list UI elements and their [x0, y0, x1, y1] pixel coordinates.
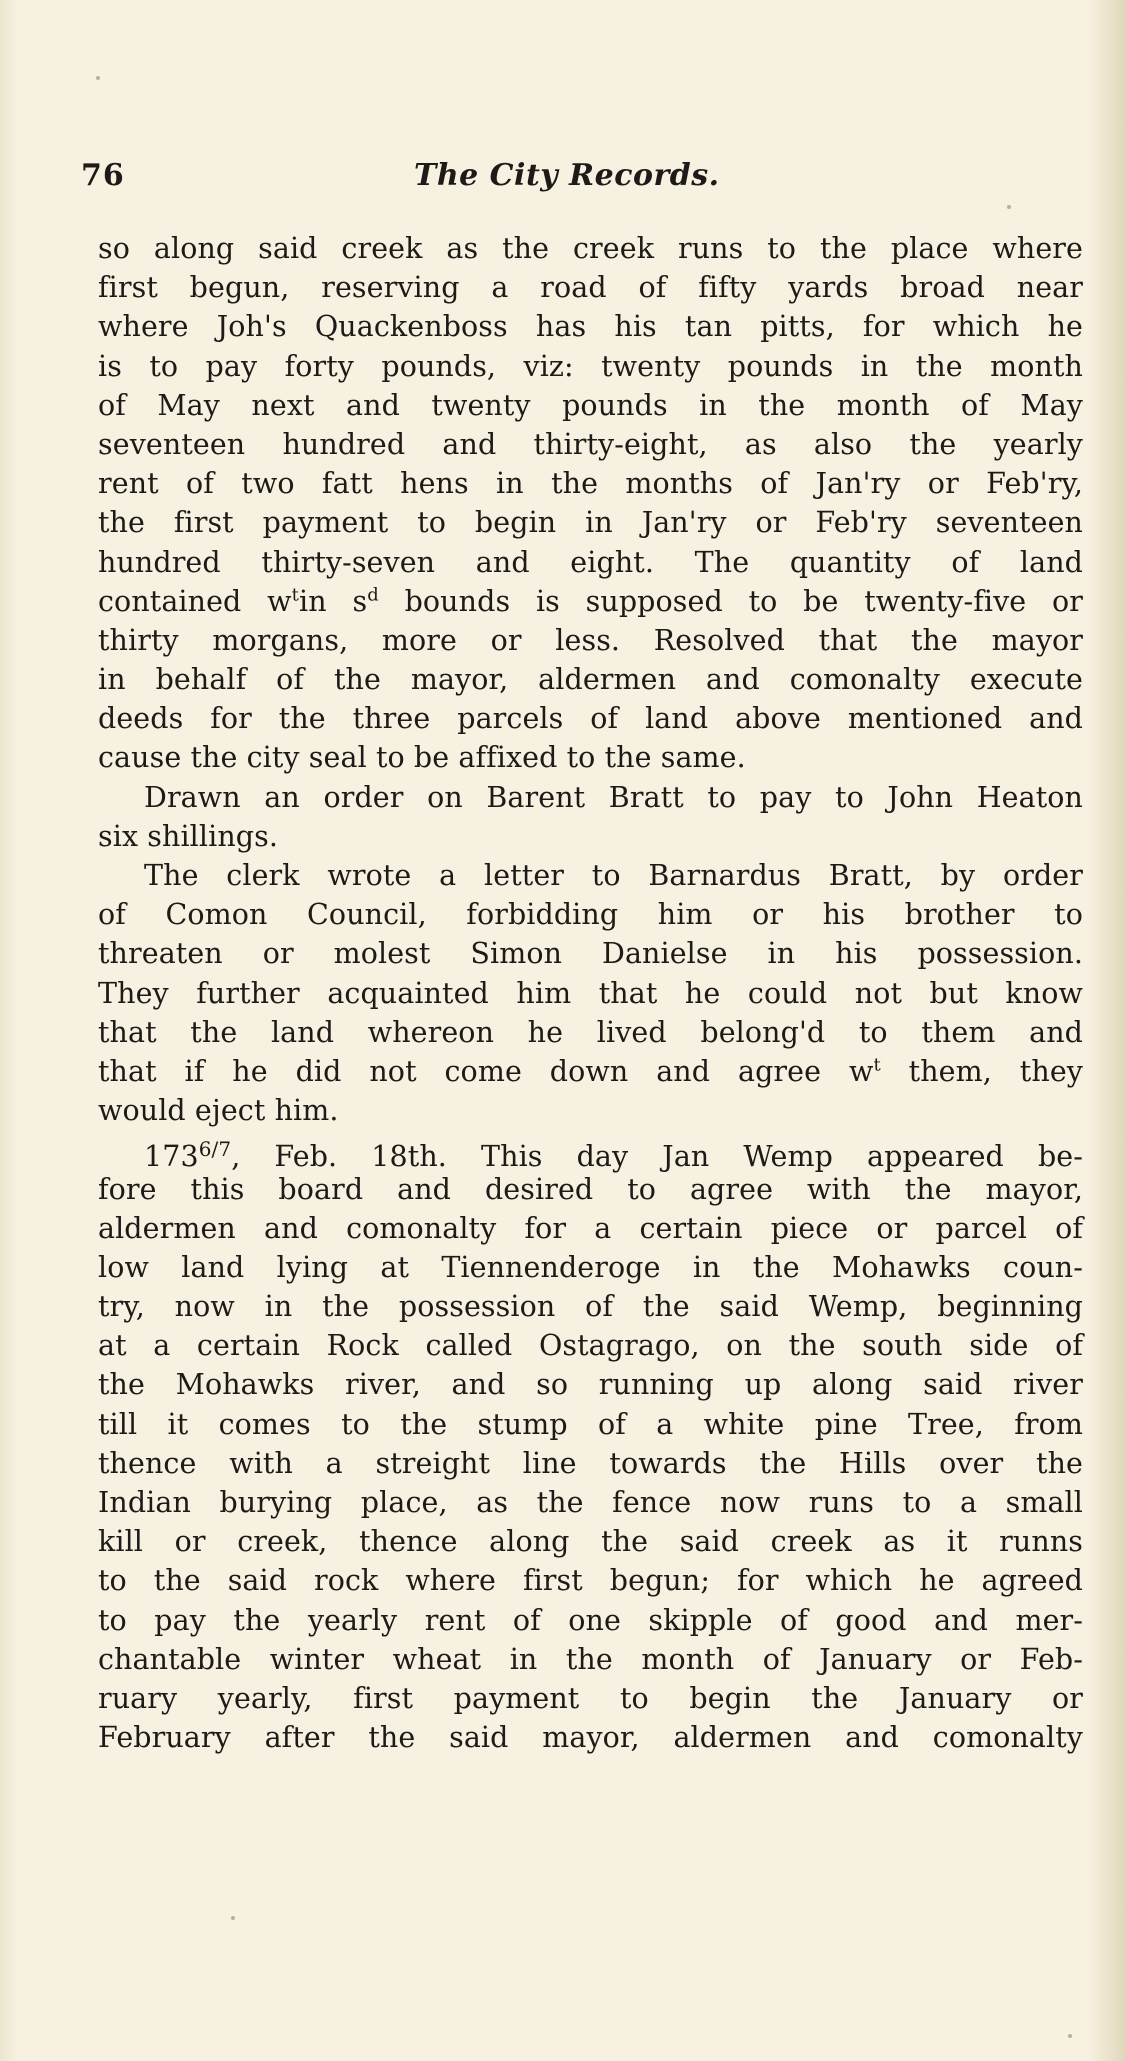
page-number: 76: [81, 158, 125, 193]
body-text: [98, 229, 1083, 1757]
text-line: [98, 582, 1083, 621]
superscript: t: [873, 1054, 881, 1076]
text-line: would eject him.: [98, 1094, 339, 1128]
text-line: February after the said mayor, aldermen and comonalty: [98, 1721, 1083, 1755]
page-edge-left: [0, 0, 18, 2061]
text-line: kill or creek, thence along the said creek as it runns: [98, 1525, 1083, 1559]
text-line: to pay the yearly rent of one skipple of good and mer-: [98, 1603, 1083, 1637]
text-line: Drawn an order on Barent Bratt to pay to John Heaton: [144, 780, 1083, 814]
paper-speck: [231, 1916, 235, 1920]
text-line: cause the city seal to be affixed to the same.: [98, 741, 746, 775]
line-segment: contained w: [98, 584, 292, 618]
superscript: d: [367, 584, 379, 606]
text-line: of May next and twenty pounds in the month of May: [98, 388, 1083, 422]
text-line: fore this board and desired to agree with the mayor,: [98, 1172, 1083, 1206]
paper-speck: [96, 76, 100, 80]
text-line: thirty morgans, more or less. Resolved that the mayor: [98, 623, 1083, 657]
text-line: hundred thirty-seven and eight. The quantity of land: [98, 545, 1083, 579]
text-line: chantable winter wheat in the month of January or Feb-: [98, 1642, 1083, 1676]
text-line: Indian burying place, as the fence now runs to a small: [98, 1486, 1083, 1519]
line-segment: bounds is supposed to be twenty-five or: [378, 584, 1083, 618]
text-line: The clerk wrote a letter to Barnardus Bratt, by order: [144, 859, 1083, 892]
text-line: at a certain Rock called Ostagrago, on the south side of: [98, 1329, 1083, 1363]
text-line: low land lying at Tiennenderoge in the Mohawks coun-: [98, 1250, 1083, 1284]
text-line: try, now in the possession of the said Wemp, beginning: [98, 1290, 1083, 1324]
text-line: seventeen hundred and thirty-eight, as also the yearly: [98, 427, 1083, 461]
text-line: They further acquainted him that he could not but know: [98, 976, 1083, 1010]
line-segment: 173: [144, 1140, 199, 1174]
page-edge-right: [1088, 0, 1126, 2061]
text-line: threaten or molest Simon Danielse in his possession.: [98, 937, 1083, 971]
text-line: of Comon Council, forbidding him or his brother to: [98, 898, 1083, 932]
text-line: the first payment to begin in Jan'ry or Feb'ry seventeen: [98, 506, 1083, 540]
text-line: that the land whereon he lived belong'd to them and: [98, 1015, 1083, 1049]
page-header: [81, 158, 1081, 198]
text-line: first begun, reserving a road of fifty yards broad near: [98, 271, 1083, 305]
line-segment: in s: [299, 584, 368, 618]
text-line: [98, 1052, 1083, 1091]
text-line: [98, 1130, 1083, 1174]
text-line: six shillings.: [98, 819, 278, 853]
text-line: rent of two fatt hens in the months of Jan'ry or Feb'ry,: [98, 467, 1083, 501]
paper-speck: [1007, 205, 1011, 209]
year-fraction: 6/7: [198, 1137, 232, 1162]
text-line: the Mohawks river, and so running up along said river: [98, 1368, 1083, 1402]
text-line: where Joh's Quackenboss has his tan pitts, for which he: [98, 310, 1083, 344]
text-line: so along said creek as the creek runs to the place where: [98, 232, 1083, 265]
line-segment: them, they: [880, 1054, 1083, 1088]
text-line: in behalf of the mayor, aldermen and comonalty execute: [98, 663, 1083, 697]
paper-speck: [1068, 2034, 1072, 2038]
running-title: The City Records.: [414, 158, 720, 193]
text-line: thence with a streight line towards the Hills over the: [98, 1446, 1083, 1480]
text-line: till it comes to the stump of a white pine Tree, from: [98, 1407, 1083, 1441]
superscript: t: [291, 584, 300, 606]
line-segment: , Feb. 18th. This day Jan Wemp appeared be-: [231, 1140, 1083, 1174]
text-line: is to pay forty pounds, viz: twenty pounds in the month: [98, 349, 1083, 383]
text-line: to the said rock where first begun; for which he agreed: [98, 1564, 1083, 1598]
text-line: ruary yearly, first payment to begin the January or: [98, 1681, 1083, 1715]
text-line: aldermen and comonalty for a certain piece or parcel of: [98, 1211, 1083, 1245]
text-line: deeds for the three parcels of land above mentioned and: [98, 702, 1083, 736]
line-segment: that if he did not come down and agree w: [98, 1054, 874, 1088]
